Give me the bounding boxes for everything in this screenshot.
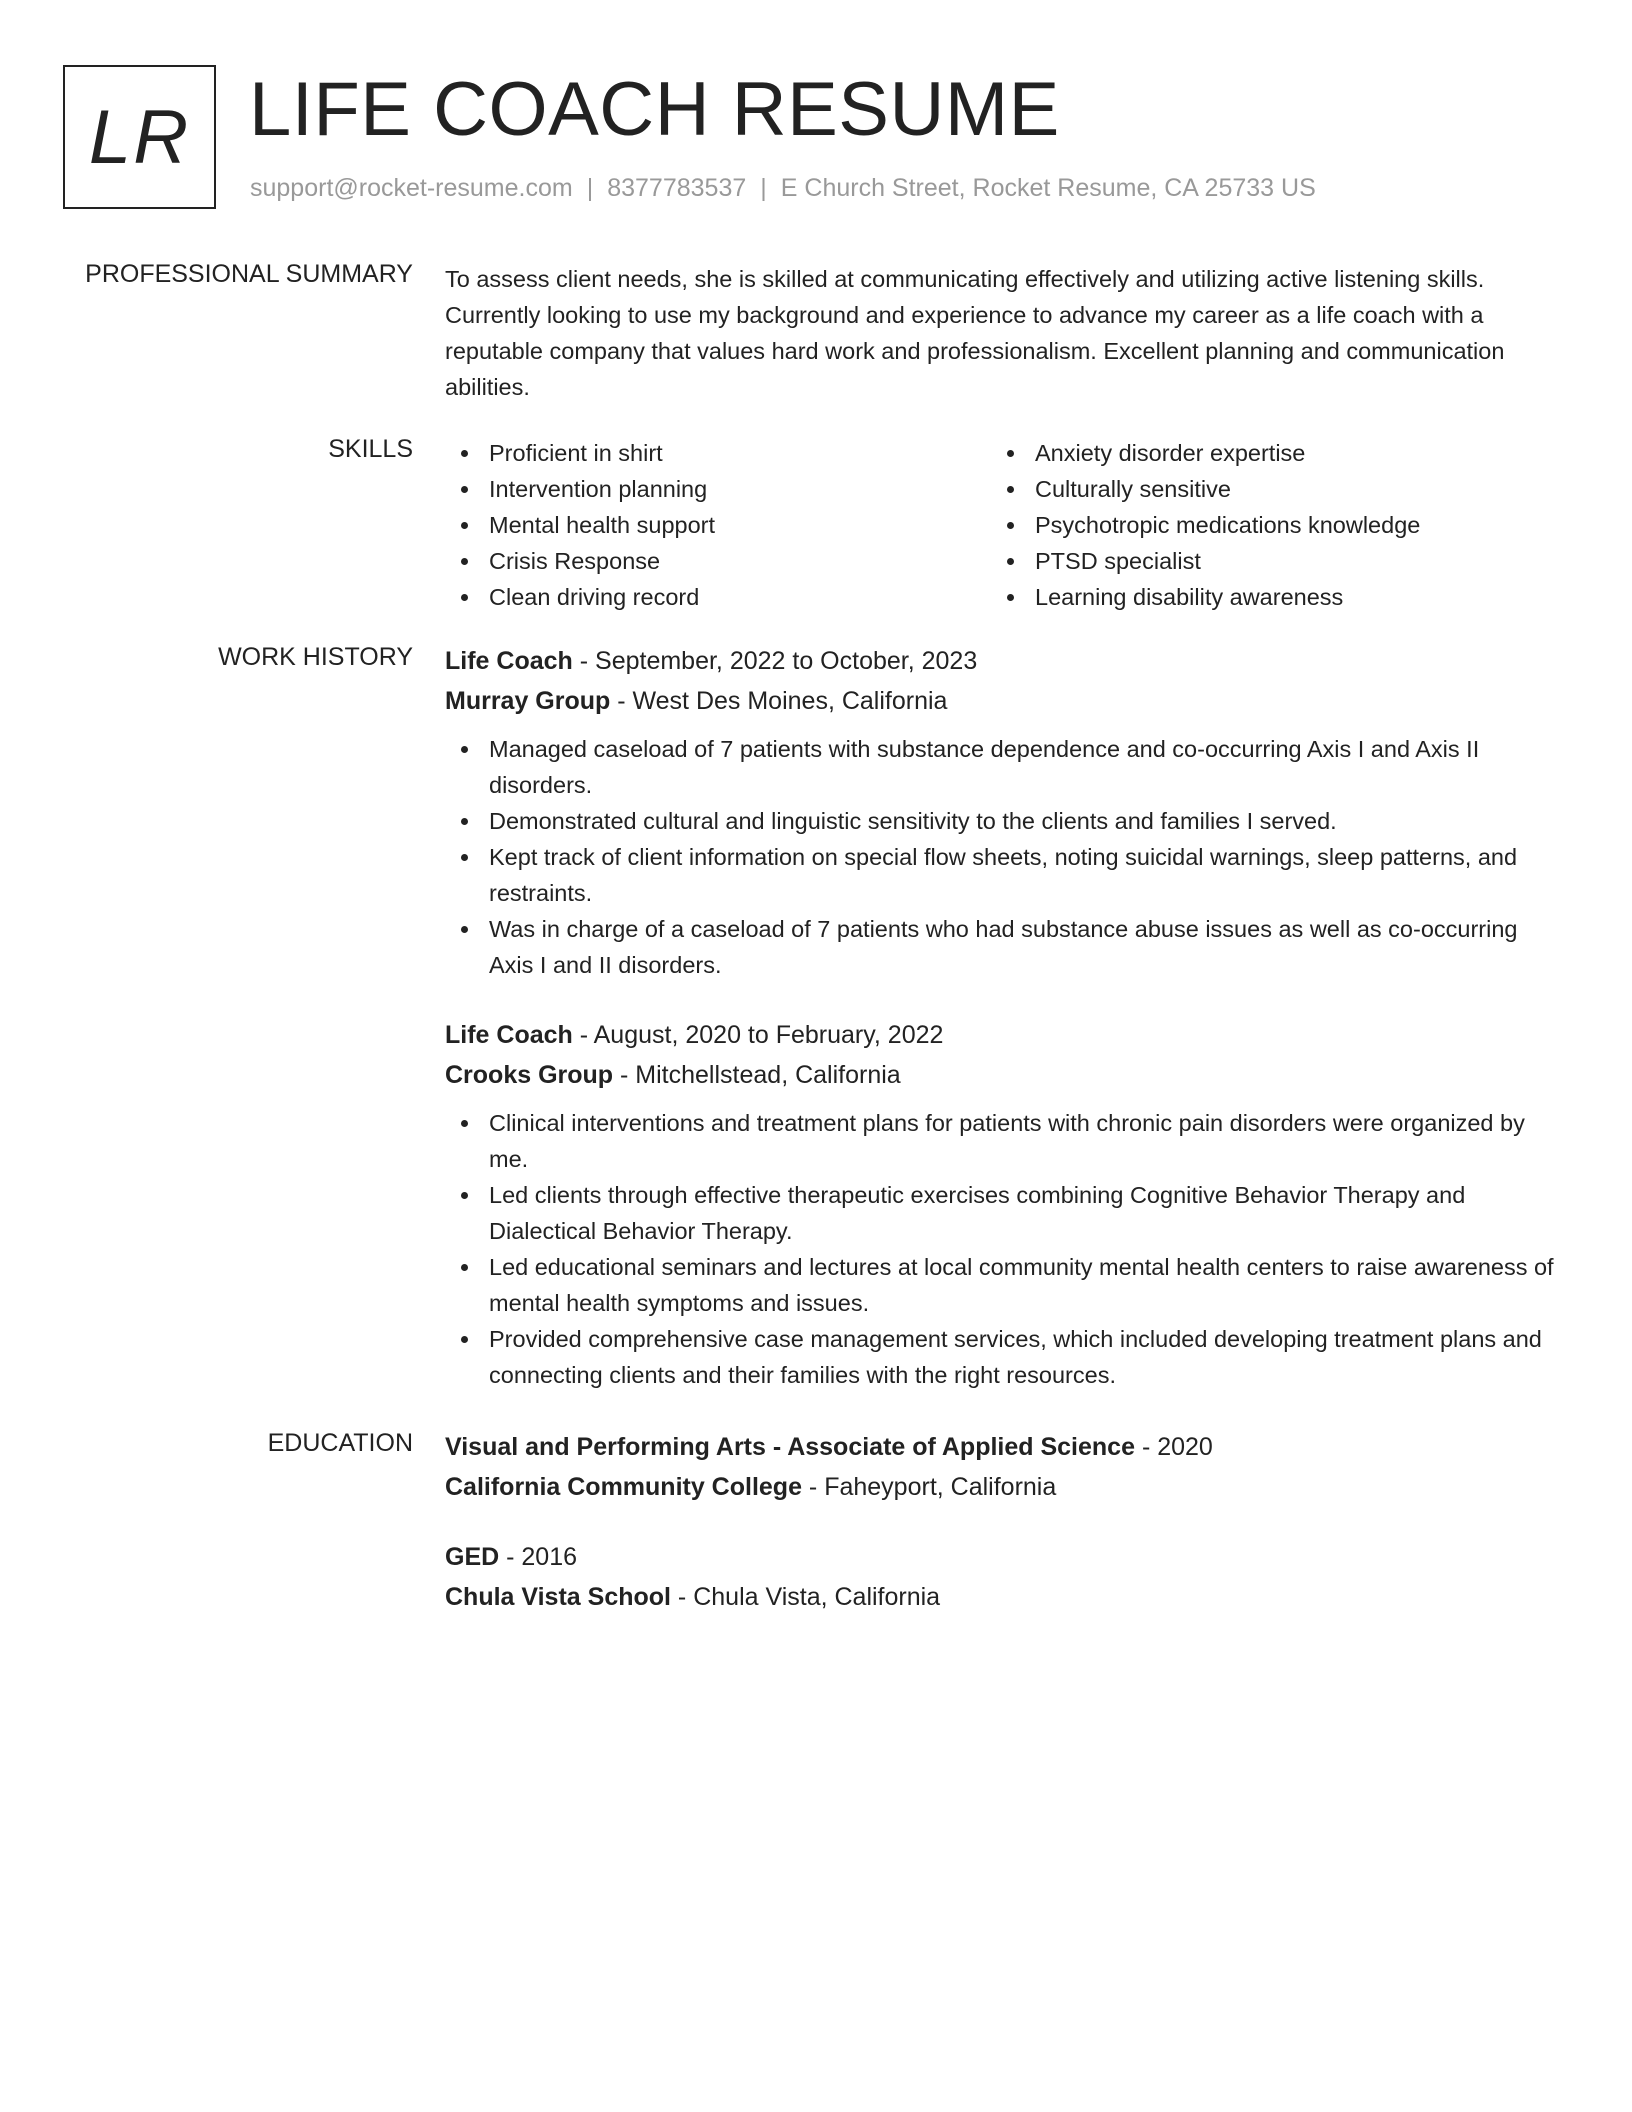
job-bullets [445, 1105, 1555, 1393]
monogram-logo: LR [63, 65, 216, 209]
section-label-education: EDUCATION [267, 1429, 413, 1457]
school-location: - Chula Vista, California [670, 1583, 941, 1611]
job-entry [445, 1015, 1555, 1393]
skills-list-left [445, 435, 991, 615]
school-name: Chula Vista School [445, 1583, 671, 1611]
contact-address: E Church Street, Rocket Resume, CA 25733 US [780, 174, 1316, 202]
degree-name: Visual and Performing Arts - Associate of Applied Science [445, 1433, 1135, 1461]
job-bullet: Led clients through effective therapeutic exercises combining Cognitive Behavior Therapy and Dialectical Behavior Therapy. [445, 1177, 1555, 1249]
skill-item: Crisis Response [445, 543, 991, 579]
contact-line [250, 174, 1316, 203]
job-entry [445, 641, 1555, 983]
skill-item: Psychotropic medications knowledge [991, 507, 1537, 543]
skills-list-right [991, 435, 1537, 615]
job-company-line [445, 1055, 1555, 1095]
section-label-skills: SKILLS [328, 435, 413, 463]
job-bullet: Clinical interventions and treatment plans for patients with chronic pain disorders were organized by me. [445, 1105, 1555, 1177]
skill-item: Anxiety disorder expertise [991, 435, 1537, 471]
job-dates: - September, 2022 to October, 2023 [572, 647, 978, 675]
degree-year: - 2016 [499, 1543, 578, 1571]
skill-item: Mental health support [445, 507, 991, 543]
summary-text: To assess client needs, she is skilled at communicating effectively and utilizing active listening skills. Currently looking to use my background and experience to advance my career as a life coach with a reputable company that values hard work and professionalism. Excellent planning and communication abilities. [445, 266, 1505, 400]
job-bullet: Demonstrated cultural and linguistic sensitivity to the clients and families I served. [445, 803, 1555, 839]
skill-item: Proficient in shirt [445, 435, 991, 471]
job-bullet: Provided comprehensive case management services, which included developing treatment plans and connecting clients and their families with the right resources. [445, 1321, 1555, 1393]
contact-separator: | [760, 174, 767, 202]
job-dates: - August, 2020 to February, 2022 [572, 1021, 944, 1049]
skill-item: Clean driving record [445, 579, 991, 615]
contact-email: support@rocket-resume.com [250, 174, 573, 202]
job-company-line [445, 681, 1555, 721]
degree-name: GED [445, 1543, 500, 1571]
education-entry [445, 1537, 1555, 1617]
skill-item: Learning disability awareness [991, 579, 1537, 615]
job-title: Life Coach [445, 1021, 573, 1049]
contact-phone: 8377783537 [607, 174, 747, 202]
job-location: - Mitchellstead, California [613, 1061, 901, 1089]
degree-year: - 2020 [1135, 1433, 1213, 1461]
job-company: Murray Group [445, 687, 611, 715]
skill-item: Culturally sensitive [991, 471, 1537, 507]
job-company: Crooks Group [445, 1061, 614, 1089]
job-bullet: Led educational seminars and lectures at local community mental health centers to raise awareness of mental health symptoms and issues. [445, 1249, 1555, 1321]
job-bullet: Managed caseload of 7 patients with substance dependence and co-occurring Axis I and Axis II disorders. [445, 731, 1555, 803]
job-location: - West Des Moines, California [610, 687, 948, 715]
school-name: California Community College [445, 1473, 802, 1501]
job-bullets [445, 731, 1555, 983]
job-title-line [445, 1015, 1555, 1055]
job-bullet: Was in charge of a caseload of 7 patients who had substance abuse issues as well as co-occurring Axis I and II disorders. [445, 911, 1555, 983]
degree-line [445, 1537, 1555, 1577]
school-line [445, 1577, 1555, 1617]
skill-item: Intervention planning [445, 471, 991, 507]
school-location: - Faheyport, California [801, 1473, 1057, 1501]
contact-separator: | [586, 174, 594, 202]
job-bullet: Kept track of client information on special flow sheets, noting suicidal warnings, sleep patterns, and restraints. [445, 839, 1555, 911]
section-label-summary: PROFESSIONAL SUMMARY [85, 260, 413, 288]
section-label-work: WORK HISTORY [218, 643, 413, 671]
job-title-line [445, 641, 1555, 681]
degree-line [445, 1427, 1555, 1467]
resume-title: LIFE COACH RESUME [249, 67, 1060, 152]
skill-item: PTSD specialist [991, 543, 1537, 579]
resume-header [63, 65, 1583, 210]
school-line [445, 1467, 1555, 1507]
education-entry [445, 1427, 1555, 1507]
job-title: Life Coach [445, 647, 573, 675]
